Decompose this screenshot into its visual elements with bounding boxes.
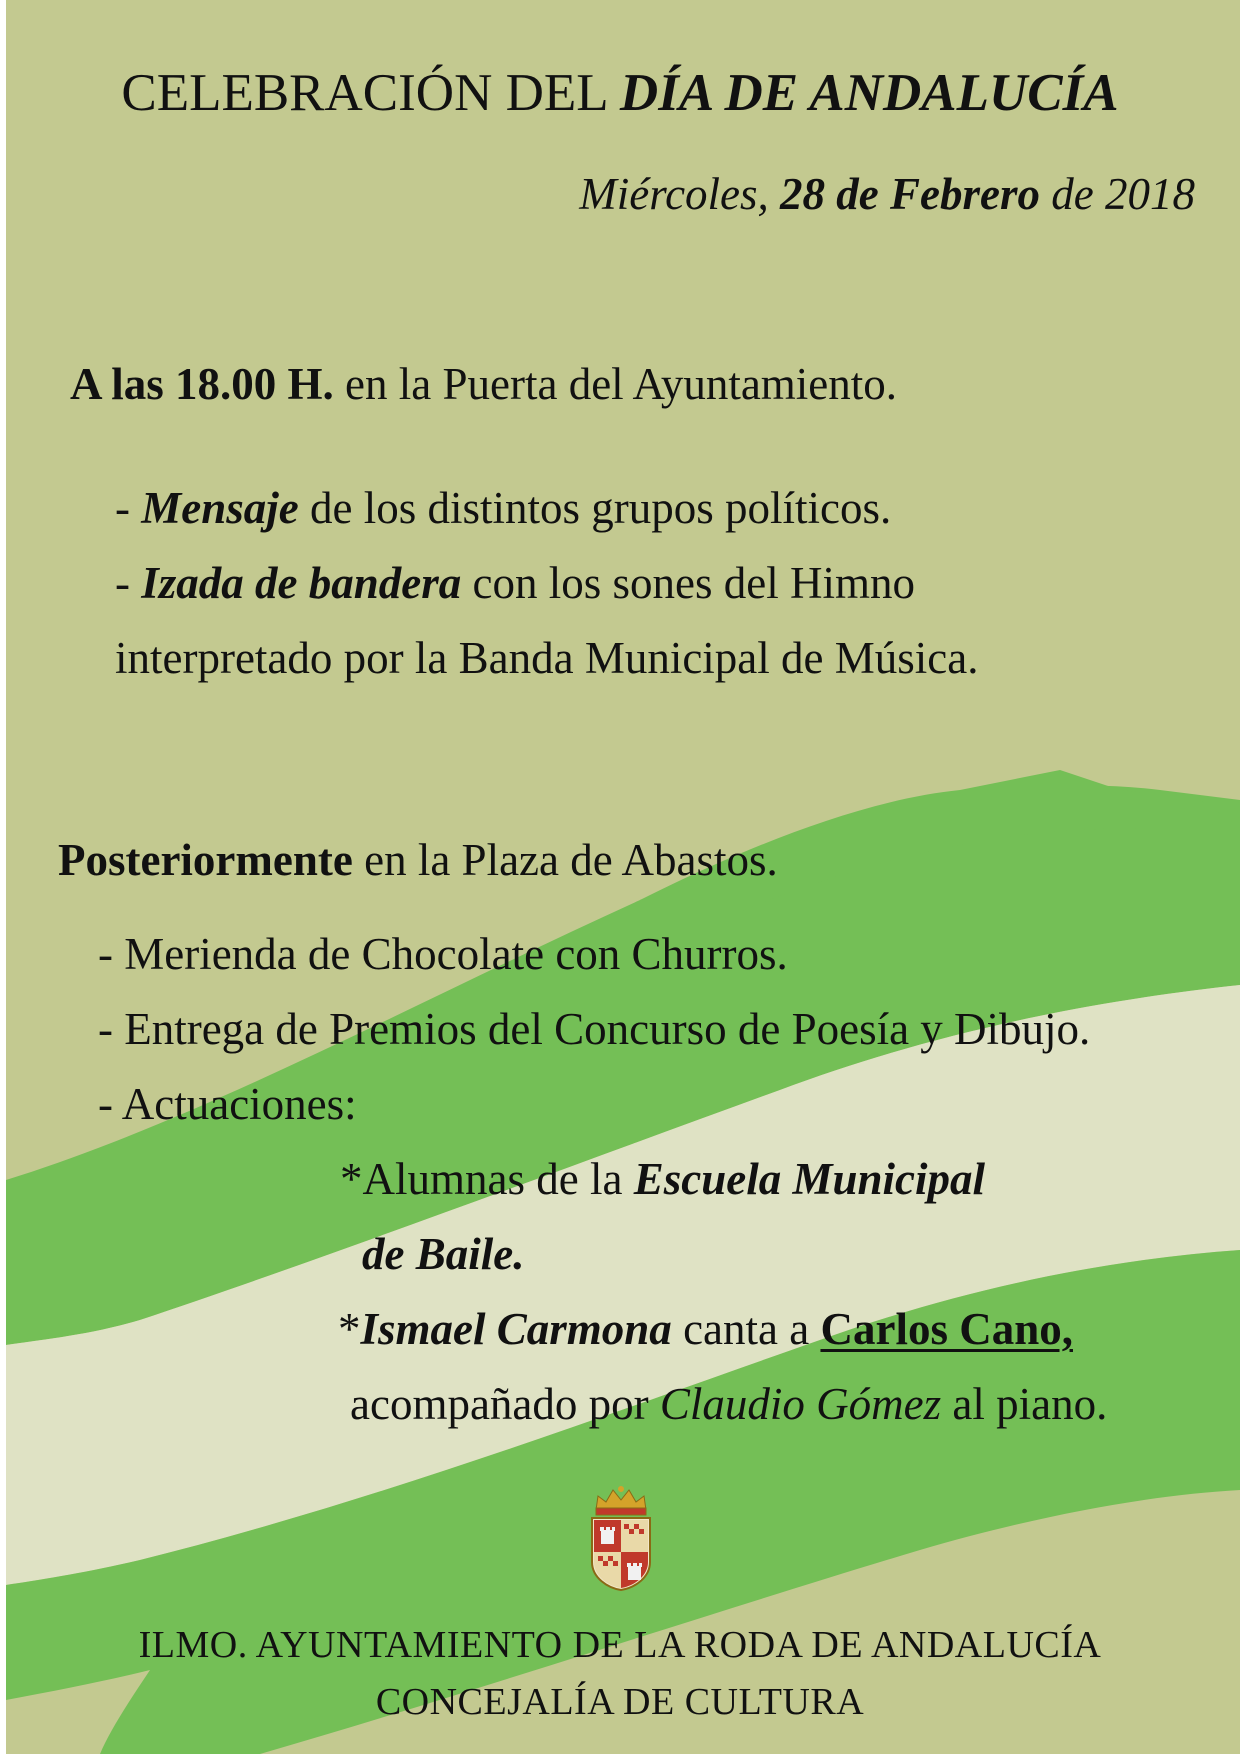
section2-lead: Posteriormente	[58, 835, 353, 885]
section2-heading	[58, 834, 778, 886]
date-weekday: Miércoles,	[579, 169, 781, 219]
item-text: con los sones del Himno	[461, 558, 915, 608]
act1-line1	[340, 1153, 985, 1205]
section2-place: en la Plaza de Abastos.	[352, 835, 778, 885]
item-dash: -	[115, 558, 142, 608]
item-text: de los distintos grupos políticos.	[298, 483, 892, 533]
item-emphasis: Mensaje	[141, 483, 299, 533]
act2-line2-prefix: acompañado por	[350, 1379, 660, 1429]
act1-prefix: *Alumnas de la	[340, 1154, 634, 1204]
section1-continuation: interpretado por la Banda Municipal de Música.	[115, 633, 979, 683]
act2-tribute: Carlos Cano,	[820, 1304, 1073, 1354]
page-title	[0, 62, 1240, 124]
act2-middle: canta a	[671, 1304, 821, 1354]
act1-emphasis: Escuela Municipal	[633, 1154, 985, 1204]
act2-line2	[350, 1378, 1107, 1430]
coat-of-arms-icon	[586, 1482, 656, 1592]
section1-place: en la Puerta del Ayuntamiento.	[333, 359, 898, 409]
act2-prefix: *	[338, 1304, 361, 1354]
section2-item: - Merienda de Chocolate con Churros.	[98, 929, 788, 979]
act1-line2: de Baile.	[362, 1229, 525, 1279]
event-date	[579, 168, 1195, 220]
title-prefix: CELEBRACIÓN DEL	[121, 64, 620, 122]
section1-item	[115, 482, 891, 534]
footer-department: CONCEJALÍA DE CULTURA	[375, 1681, 865, 1723]
section2-item: - Actuaciones:	[98, 1079, 357, 1129]
section1-time: A las 18.00 H.	[70, 359, 334, 409]
section1-heading	[70, 358, 897, 410]
date-year: de 2018	[1040, 169, 1195, 219]
act2-artist: Ismael Carmona	[360, 1304, 672, 1354]
act2-line1	[338, 1303, 1073, 1355]
footer-organization: ILMO. AYUNTAMIENTO DE LA RODA DE ANDALUCÍA	[138, 1624, 1102, 1666]
act2-pianist: Claudio Gómez	[659, 1379, 942, 1429]
section2-item: - Entrega de Premios del Concurso de Poesía y Dibujo.	[98, 1004, 1091, 1054]
item-emphasis: Izada de bandera	[141, 558, 462, 608]
item-dash: -	[115, 483, 142, 533]
title-emphasis: DÍA DE ANDALUCÍA	[619, 64, 1119, 122]
act2-line2-suffix: al piano.	[941, 1379, 1108, 1429]
section1-item	[115, 557, 915, 609]
date-day-month: 28 de Febrero	[780, 169, 1041, 219]
